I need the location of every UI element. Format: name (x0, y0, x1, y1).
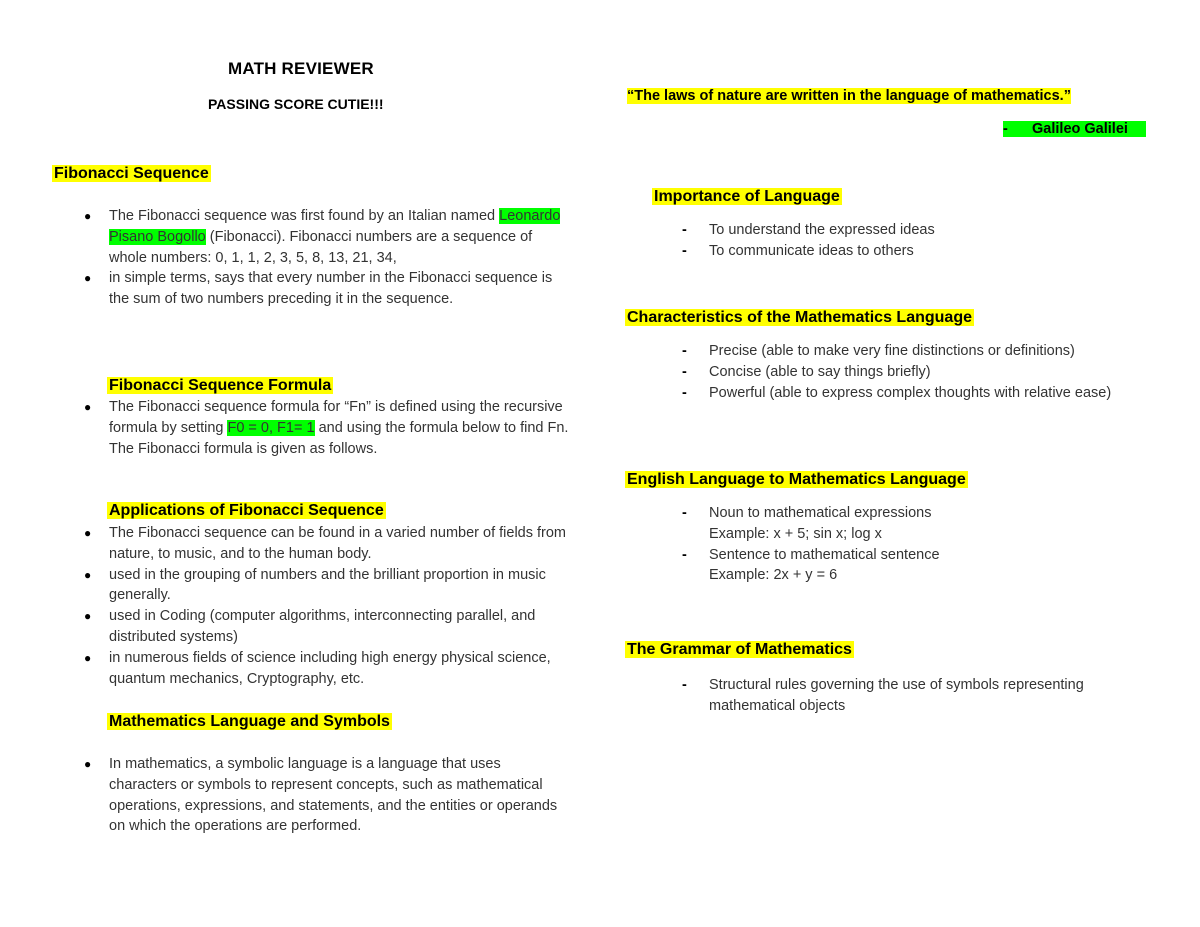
page-title: MATH REVIEWER (228, 59, 374, 78)
application-item-2: used in the grouping of numbers and the brilliant proportion in music generally. (109, 566, 546, 604)
fibonacci-b1-pre: The Fibonacci sequence was first found by an Italian named (109, 208, 500, 224)
dash-marker: - (682, 505, 687, 521)
symbols-b1: In mathematics, a symbolic language is a language that uses characters or symbols to represent concepts, such as mathematical operations, expressions, and statements, and the entities or operands on which the operations are performed. (109, 756, 558, 835)
heading-math-language-symbols-text: Mathematics Language and Symbols (109, 713, 390, 730)
list-item (84, 523, 571, 565)
fibonacci-b1-post: (Fibonacci). Fibonacci numbers are a sequence of whole numbers: 0, 1, 1, 2, 3, 5, 8, 13, 21, 34, (109, 228, 533, 266)
grammar-item-1: Structural rules governing the use of symbols representing mathematical objects (709, 677, 1084, 714)
english-item-1-example: Example: x + 5; sin x; log x (709, 525, 882, 542)
bullet-marker: ● (84, 526, 92, 540)
list-item (682, 241, 1149, 262)
bullet-marker: ● (84, 209, 92, 223)
list-item (84, 397, 569, 459)
heading-applications (107, 500, 386, 522)
dash-marker: - (682, 677, 687, 693)
importance-item-2: To communicate ideas to others (709, 242, 914, 259)
quote-author-dash: - (1003, 121, 1008, 137)
list-item (682, 220, 1149, 241)
heading-fibonacci-formula-text: Fibonacci Sequence Formula (109, 377, 332, 394)
dash-marker: - (682, 384, 687, 401)
english-item-2: Sentence to mathematical sentence (709, 546, 940, 563)
dash-marker: - (682, 343, 687, 359)
dash-marker: - (682, 546, 687, 563)
heading-grammar (625, 639, 854, 661)
formula-list (84, 397, 569, 459)
heading-characteristics-text: Characteristics of the Mathematics Language (627, 309, 972, 326)
list-item (682, 503, 1149, 545)
heading-fibonacci-sequence (52, 163, 211, 185)
list-item (682, 545, 1149, 587)
fibonacci-b1-highlight: Leonardo Pisano Bogollo (109, 208, 561, 245)
dash-marker: - (682, 222, 687, 238)
application-item-4: in numerous fields of science including high energy physical science, quantum mechanics, Cryptography, etc. (109, 649, 551, 687)
list-item (682, 675, 1149, 717)
application-item-3: used in Coding (computer algorithms, interconnecting parallel, and distributed systems) (109, 608, 536, 645)
english-item-1: Noun to mathematical expressions (709, 505, 932, 521)
formula-b1-post: and using the formula below to find Fn. The Fibonacci formula is given as follows. (109, 419, 569, 457)
application-item-1: The Fibonacci sequence can be found in a varied number of fields from nature, to music, and to the human body. (109, 525, 567, 562)
list-item (84, 565, 571, 607)
quote-highlight: “The laws of nature are written in the language of mathematics.” (627, 88, 1071, 104)
list-item (84, 268, 569, 310)
list-item (682, 362, 1149, 383)
fibonacci-list (84, 206, 569, 310)
symbols-list (84, 754, 569, 837)
list-item (84, 754, 569, 837)
importance-item-1: To understand the expressed ideas (709, 222, 935, 238)
heading-english-to-math (625, 469, 968, 491)
quote-author-line (1003, 121, 1146, 140)
bullet-marker: ● (84, 400, 92, 414)
quote-author-highlight (1003, 121, 1146, 137)
english-list (682, 503, 1149, 586)
importance-list (682, 220, 1149, 262)
formula-b1-pre: The Fibonacci sequence formula for “Fn” is defined using the recursive formula by setting (109, 399, 563, 436)
heading-characteristics (625, 307, 974, 329)
bullet-marker: ● (84, 650, 92, 665)
bullet-marker: ● (84, 757, 92, 771)
quote-text (627, 88, 1071, 104)
english-item-2-example: Example: 2x + y = 6 (709, 567, 838, 584)
characteristic-item-3: Powerful (able to express complex thoughts with relative ease) (709, 384, 1112, 401)
dash-marker: - (682, 363, 687, 380)
heading-math-language-symbols (107, 711, 392, 733)
heading-english-to-math-text: English Language to Mathematics Language (627, 471, 966, 488)
characteristics-list (682, 341, 1149, 403)
list-item (682, 341, 1149, 362)
fibonacci-b2: in simple terms, says that every number in the Fibonacci sequence is the sum of two numbers preceding it in the sequence. (109, 270, 553, 308)
list-item (84, 206, 569, 268)
characteristic-item-1: Precise (able to make very fine distinctions or definitions) (709, 343, 1075, 359)
heading-applications-text: Applications of Fibonacci Sequence (109, 502, 384, 519)
formula-b1-highlight: F0 = 0, F1= 1 (227, 419, 315, 436)
applications-list (84, 523, 571, 689)
bullet-marker: ● (84, 567, 92, 582)
quote-author: Galileo Galilei (1032, 121, 1128, 137)
bullet-marker: ● (84, 609, 92, 624)
characteristic-item-2: Concise (able to say things briefly) (709, 363, 931, 380)
dash-marker: - (682, 242, 687, 259)
list-item (682, 383, 1149, 404)
heading-importance-text: Importance of Language (654, 188, 840, 205)
list-item (84, 606, 571, 648)
bullet-marker: ● (84, 271, 92, 286)
page-subtitle: PASSING SCORE CUTIE!!! (208, 96, 384, 112)
heading-importance-of-language (652, 186, 842, 208)
heading-fibonacci-formula (107, 375, 333, 397)
list-item (84, 648, 571, 690)
heading-grammar-text: The Grammar of Mathematics (627, 641, 852, 658)
heading-fibonacci-sequence-text: Fibonacci Sequence (54, 165, 209, 182)
grammar-list (682, 675, 1149, 717)
